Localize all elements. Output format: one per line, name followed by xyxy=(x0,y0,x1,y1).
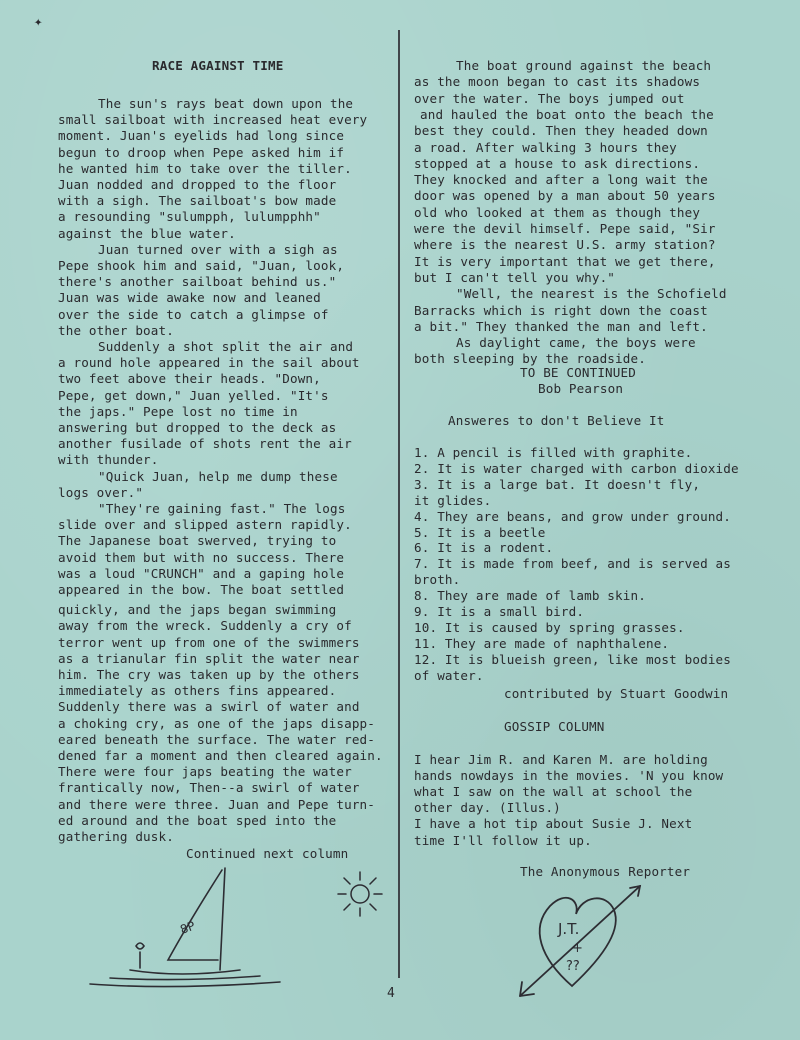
text-line: 3. It is a large bat. It doesn't fly, xyxy=(414,476,701,492)
text-line: avoid them but with no success. There xyxy=(58,549,345,565)
text-line: It is very important that we get there, xyxy=(414,253,716,269)
gossip-title: GOSSIP COLUMN xyxy=(504,719,605,734)
text-line: I hear Jim R. and Karen M. are holding xyxy=(414,752,708,767)
text-line: There were four japs beating the water xyxy=(58,764,352,780)
heart-doodle xyxy=(510,878,650,1008)
text-line: Juan nodded and dropped to the floor xyxy=(58,177,337,192)
text-line: there's another sailboat behind us." xyxy=(58,274,337,290)
text-line: was a loud "CRUNCH" and a gaping hole xyxy=(58,565,345,581)
text-line: 6. It is a rodent. xyxy=(414,540,554,556)
page-number: 4 xyxy=(387,986,395,1001)
text-line: "Well, the nearest is the Schofield xyxy=(456,286,727,302)
text-line: a bit." They thanked the man and left. xyxy=(414,318,708,334)
text-line: begun to droop when Pepe asked him if xyxy=(58,144,345,160)
text-line: The sun's rays beat down upon the xyxy=(98,96,354,111)
text-line: 1. A pencil is filled with graphite. xyxy=(414,445,693,460)
text-line: Pepe shook him and said, "Juan, look, xyxy=(58,258,345,273)
text-line: Juan was wide awake now and leaned xyxy=(58,290,321,306)
to-be-continued: TO BE CONTINUED xyxy=(520,365,636,380)
text-line: quickly, and the japs began swimming xyxy=(58,602,337,618)
text-line: 7. It is made from beef, and is served as xyxy=(414,556,732,572)
text-line: over the water. The boys jumped out xyxy=(414,90,685,106)
story-author: Bob Pearson xyxy=(538,381,624,396)
text-line: the japs." Pepe lost no time in xyxy=(58,403,298,419)
sun-doodle xyxy=(334,868,386,920)
text-line: away from the wreck. Suddenly a cry of xyxy=(58,618,352,634)
text-line: small sailboat with increased heat every xyxy=(58,112,368,128)
text-line: 11. They are made of naphthalene. xyxy=(414,635,670,651)
text-line: him. The cry was taken up by the others xyxy=(58,667,360,682)
heart-question: ?? xyxy=(566,959,580,974)
text-line: logs over." xyxy=(58,484,144,500)
text-line: 10. It is caused by spring grasses. xyxy=(414,619,685,635)
text-line: but I can't tell you why." xyxy=(414,269,616,285)
text-line: where is the nearest U.S. army station? xyxy=(414,237,716,253)
text-line: broth. xyxy=(414,572,461,588)
text-line: Pepe, get down," Juan yelled. "It's xyxy=(58,387,329,403)
text-line: 5. It is a beetle xyxy=(414,524,546,540)
text-line: As daylight came, the boys were xyxy=(456,335,696,351)
text-line: They knocked and after a long wait the xyxy=(414,172,708,188)
text-line: old who looked at them as though they xyxy=(414,204,701,220)
text-line: he wanted him to take over the tiller. xyxy=(58,160,352,176)
story-title: RACE AGAINST TIME xyxy=(152,58,284,73)
continued-note: Continued next column xyxy=(186,846,349,861)
text-line: what I saw on the wall at school the xyxy=(414,784,693,800)
text-line: of water. xyxy=(414,667,484,683)
text-line: other day. (Illus.) xyxy=(414,800,561,816)
text-line: "They're gaining fast." The logs xyxy=(98,501,346,516)
text-line: Barracks which is right down the coast xyxy=(414,302,708,318)
text-line: a choking cry, as one of the japs disapp- xyxy=(58,715,376,731)
text-line: Juan turned over with a sigh as xyxy=(98,241,338,257)
text-line: 4. They are beans, and grow under ground. xyxy=(414,508,732,524)
text-line: it glides. xyxy=(414,492,492,508)
text-line: best they could. Then they headed down xyxy=(414,123,708,139)
text-line: Suddenly a shot split the air and xyxy=(98,339,354,354)
text-line: gathering dusk. xyxy=(58,829,174,844)
text-line: a road. After walking 3 hours they xyxy=(414,139,677,155)
text-line: both sleeping by the roadside. xyxy=(414,351,646,367)
text-line: with thunder. xyxy=(58,452,159,468)
text-line: as a trianular fin split the water near xyxy=(58,650,360,666)
corner-mark: ✦ xyxy=(34,14,43,30)
text-line: a resounding "sulumpph, lulumpphh" xyxy=(58,209,321,225)
text-line: and hauled the boat onto the beach the xyxy=(420,106,714,122)
text-line: over the side to catch a glimpse of xyxy=(58,306,329,322)
text-line: 8. They are made of lamb skin. xyxy=(414,588,646,604)
heart-plus: + xyxy=(572,941,583,956)
text-line: 12. It is blueish green, like most bodies xyxy=(414,651,732,667)
text-line: door was opened by a man about 50 years xyxy=(414,188,716,204)
text-line: appeared in the bow. The boat settled xyxy=(58,582,345,597)
answers-credit: contributed by Stuart Goodwin xyxy=(504,686,729,701)
heart-initials: J.T. xyxy=(558,920,580,938)
text-line: The boat ground against the beach xyxy=(456,58,712,73)
text-line: two feet above their heads. "Down, xyxy=(58,371,321,387)
sailboat-doodle xyxy=(70,860,290,1000)
gossip-author: The Anonymous Reporter xyxy=(520,864,691,879)
text-line: I have a hot tip about Susie J. Next xyxy=(414,816,693,832)
text-line: Suddenly there was a swirl of water and xyxy=(58,699,360,715)
text-line: 2. It is water charged with carbon dioxide xyxy=(414,460,739,476)
text-line: were the devil himself. Pepe said, "Sir xyxy=(414,221,716,236)
text-line: against the blue water. xyxy=(58,225,236,241)
text-line: another fusilade of shots rent the air xyxy=(58,436,352,452)
text-line: slide over and slipped astern rapidly. xyxy=(58,517,352,533)
text-line: 9. It is a small bird. xyxy=(414,604,585,619)
text-line: hands nowdays in the movies. 'N you know xyxy=(414,768,724,784)
text-line: and there were three. Juan and Pepe turn- xyxy=(58,796,376,812)
text-line: ed around and the boat sped into the xyxy=(58,812,337,828)
text-line: The Japanese boat swerved, trying to xyxy=(58,533,337,549)
text-line: with a sigh. The sailboat's bow made xyxy=(58,193,337,209)
text-line: time I'll follow it up. xyxy=(414,832,592,848)
column-divider xyxy=(398,30,400,978)
text-line: moment. Juan's eyelids had long since xyxy=(58,128,345,144)
text-line: eared beneath the surface. The water red- xyxy=(58,731,376,747)
text-line: dened far a moment and then cleared again. xyxy=(58,748,383,763)
text-line: "Quick Juan, help me dump these xyxy=(98,468,338,484)
text-line: a round hole appeared in the sail about xyxy=(58,355,360,371)
answers-title: Answeres to don't Believe It xyxy=(448,413,665,428)
text-line: stopped at a house to ask directions. xyxy=(414,155,701,171)
text-line: answering but dropped to the deck as xyxy=(58,420,337,435)
text-line: the other boat. xyxy=(58,322,174,338)
text-line: immediately as others fins appeared. xyxy=(58,683,337,699)
text-line: terror went up from one of the swimmers xyxy=(58,634,360,650)
text-line: frantically now, Then--a swirl of water xyxy=(58,780,360,796)
sail-initials: 8P xyxy=(178,918,198,937)
text-line: as the moon began to cast its shadows xyxy=(414,74,701,90)
